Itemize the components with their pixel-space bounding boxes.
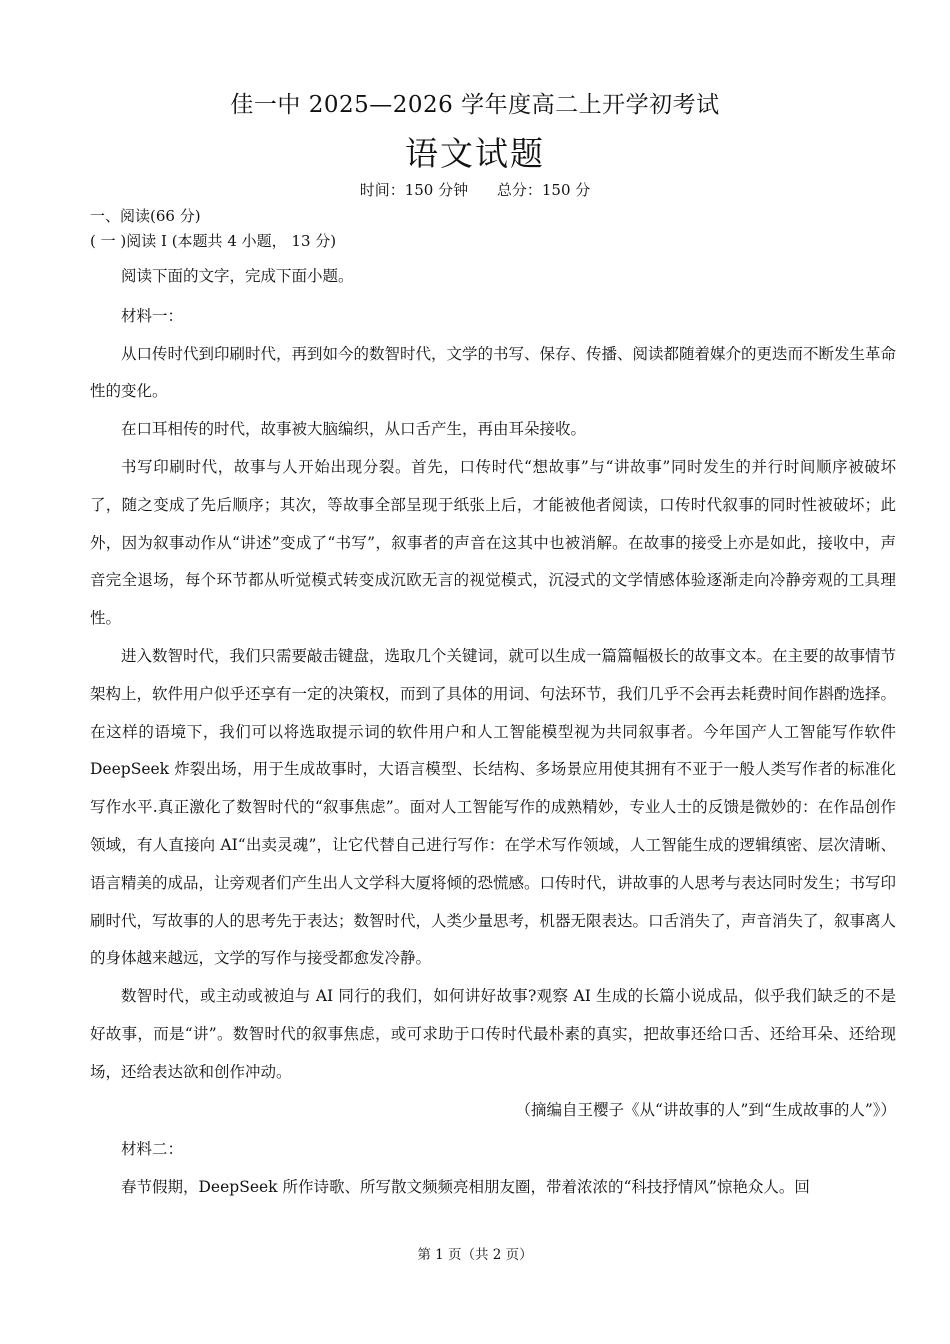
paragraph: 书写印刷时代，故事与人开始出现分裂。首先，口传时代“想故事”与“讲故事”同时发生的并行时间顺序被破坏了，随之变成了先后顺序；其次，等故事全部呈现于纸张上后，才能被他者阅读，口传时代叙事的同时性被破坏；此外，因为叙事动作从“讲述”变成了“书写”，叙事者的声音在这其中也被消解。在故事的接受上亦是如此，接收中，声音完全退场，每个环节都从听觉模式转变成沉欧无言的视觉模式，沉浸式的文学情感体验逐渐走向冷静旁观的工具理性。	[90, 457, 896, 628]
paragraph: 春节假期，DeepSeek 所作诗歌、所写散文频频亮相朋友圈，带着浓浓的“科技抒情风”惊艳众人。回	[121, 1178, 810, 1197]
reading-body	[90, 258, 896, 1207]
exam-time: 时间：150 分钟	[359, 181, 469, 199]
subject-title: 语文试题	[405, 134, 545, 173]
paragraph: 在口耳相传的时代，故事被大脑编织，从口舌产生，再由耳朵接收。	[121, 420, 587, 439]
section-title: 一、阅读(66 分)	[90, 207, 201, 225]
material2-label: 材料二：	[121, 1140, 184, 1159]
paragraph: 进入数智时代，我们只需要敲击键盘，选取几个关键词，就可以生成一篇篇幅极长的故事文本。在主要的故事情节架构上，软件用户似乎还享有一定的决策权，而到了具体的用词、句法环节，我们几乎不会再去耗费时间作斟酌选择。在这样的语境下，我们可以将选取提示词的软件用户和人工智能模型视为共同叙事者。今年国产人工智能写作软件 DeepSeek 炸裂出场，用于生成故事时，大语言模型、长结构、多场景应用使其拥有不亚于一般人类写作者的标准化写作水平.真正激化了数智时代的“叙事焦虑”。面对人工智能写作的成熟精妙，专业人士的反馈是微妙的：在作品创作领域，有人直接向 AI“出卖灵魂”，让它代替自己进行写作：在学术写作领域，人工智能生成的逻辑缜密、层次清晰、语言精美的成品，让旁观者们产生出人文学科大厦将倾的恐慌感。口传时代，讲故事的人思考与表达同时发生；书写印刷时代，写故事的人的思考先于表达；数智时代，人类少量思考，机器无限表达。口舌消失了，声音消失了，叙事离人的身体越来越远，文学的写作与接受都愈发冷静。	[90, 646, 897, 968]
page-number: 第 1 页（共 2 页）	[417, 1247, 533, 1263]
exam-title: 佳一中 2025—2026 学年度高二上开学初考试	[230, 92, 720, 118]
exam-meta	[0, 179, 950, 200]
source-citation: （摘编自王樱子《从“讲故事的人”到“生成故事的人”》）	[515, 1100, 896, 1119]
paragraph: 从口传时代到印刷时代，再到如今的数智时代，文学的书写、保存、传播、阅读都随着媒介的更迭而不断发生革命性的变化。	[90, 344, 897, 401]
paragraph: 数智时代，或主动或被迫与 AI 同行的我们，如何讲好故事?观察 AI 生成的长篇小说成品，似乎我们缺乏的不是好故事，而是“讲”。数智时代的叙事焦虑，或可求助于口传时代最朴素的真实，把故事还给口舌、还给耳朵、还给现场，还给表达欲和创作冲动。	[90, 987, 896, 1081]
instruction: 阅读下面的文字，完成下面小题。	[121, 267, 354, 285]
material1-label: 材料一：	[121, 306, 184, 325]
exam-score: 总分：150 分	[496, 181, 591, 199]
subsection-title: ( 一 )阅读 I (本题共 4 小题， 13 分)	[90, 232, 337, 250]
